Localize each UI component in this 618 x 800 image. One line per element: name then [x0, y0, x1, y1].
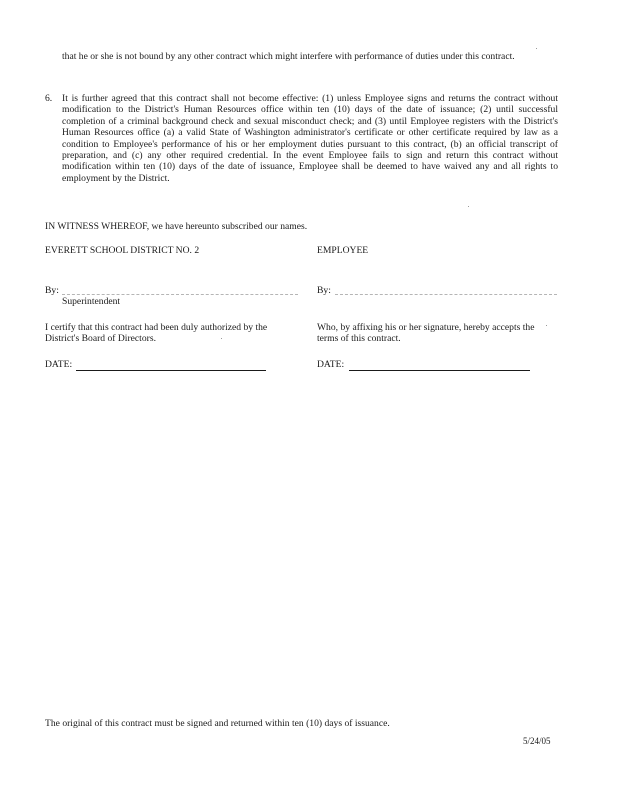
district-certification-text: I certify that this contract had been duly authorized by the District's Board of Directors. — [45, 322, 268, 345]
scan-speck — [536, 48, 537, 49]
employee-date-line — [349, 370, 530, 371]
clause-carryover-text: that he or she is not bound by any other contract which might interfere with performance of duties under this contract. — [62, 51, 515, 62]
employee-party-name: EMPLOYEE — [317, 245, 369, 256]
scan-speck — [221, 338, 222, 339]
employee-certification-text: Who, by affixing his or her signature, hereby accepts the terms of this contract. — [317, 322, 535, 345]
district-signature-line — [62, 294, 298, 295]
clause-6-text: It is further agreed that this contract shall not become effective: (1) unless Employee signs and returns the contract without modification to the District's Human Resources office within ten (10) days of the date of issuance; (2) until successful completion of a criminal background check and sexual misconduct check; and (3) until Employee registers with the District's Human Resources office (a) a valid State of Washington administrator's certificate or other certificate required by law as a condition to Employee's performance of his or her employment duties pursuant to this contract, (b) an official transcript of preparation, and (c) any other required credential. In the event Employee fails to sign and return this contract without modification within ten (10) days of the date of issuance, Employee shall be deemed to have waived any and all rights to employment by the District. — [62, 93, 558, 184]
district-date-label: DATE: — [45, 359, 73, 370]
scan-speck — [468, 206, 469, 207]
employee-date-label: DATE: — [317, 359, 345, 370]
footer-revision-date: 5/24/05 — [523, 736, 551, 746]
district-party-name: EVERETT SCHOOL DISTRICT NO. 2 — [45, 245, 200, 256]
witness-clause: IN WITNESS WHEREOF, we have hereunto subscribed our names. — [45, 221, 308, 232]
district-date-line — [76, 370, 266, 371]
employee-by-label: By: — [317, 285, 331, 296]
scan-speck — [546, 325, 547, 326]
district-by-label: By: — [45, 285, 59, 296]
employee-signature-line — [335, 294, 557, 295]
footer-return-note: The original of this contract must be signed and returned within ten (10) days of issuance. — [45, 718, 390, 729]
district-signer-title: Superintendent — [62, 296, 121, 307]
clause-6-number: 6. — [45, 93, 53, 104]
